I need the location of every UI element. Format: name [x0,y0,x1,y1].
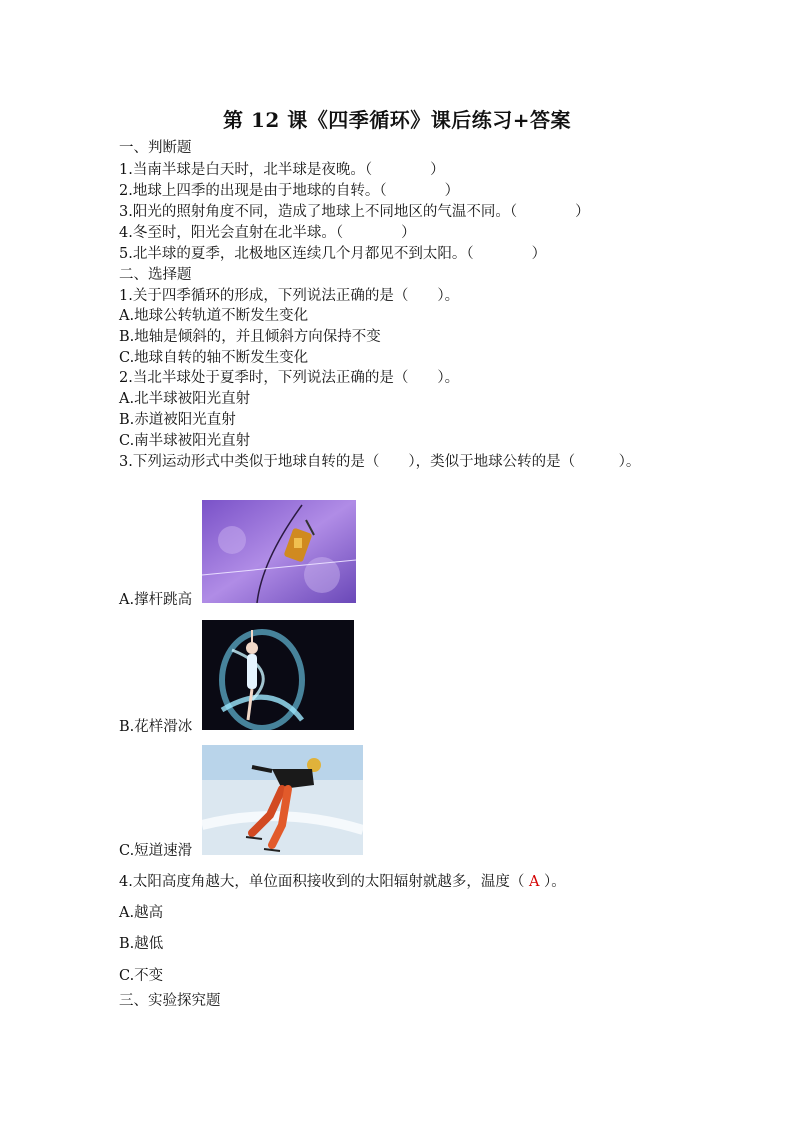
section-heading-judgment: 一、判断题 [119,140,192,156]
section-heading-experiment: 三、实验探究题 [119,993,221,1009]
judgment-item-3: 3.阳光的照射角度不同，造成了地球上不同地区的气温不同。（ ） [119,204,590,220]
choice-q2-option-a: A.北半球被阳光直射 [119,391,251,407]
choice-q2-stem: 2.当北半球处于夏季时，下列说法正确的是（ ）。 [119,370,460,386]
choice-q1-option-c: C.地球自转的轴不断发生变化 [119,350,309,366]
choice-q3-option-b: B.花样滑冰 [119,719,193,735]
choice-q4-stem-after: ）。 [539,874,566,890]
choice-q4-option-b: B.越低 [119,936,164,952]
choice-q4-stem [119,872,566,892]
judgment-item-1: 1.当南半球是白天时，北半球是夜晚。（ ） [119,162,445,178]
page-title: 第 12 课《四季循环》课后练习+答案 [222,108,571,132]
choice-q4-answer: A [528,874,540,890]
speed-skating-photo [202,745,363,855]
choice-q1-option-a: A.地球公转轨道不断发生变化 [119,308,309,324]
figure-skating-photo [202,620,354,730]
choice-q4-stem-before: 4.太阳高度角越大，单位面积接收到的太阳辐射就越多，温度（ [119,874,529,890]
section-heading-choice: 二、选择题 [119,267,192,283]
pole-vault-photo [202,500,356,603]
choice-q1-stem: 1.关于四季循环的形成，下列说法正确的是（ ）。 [119,288,460,304]
choice-q4-option-c: C.不变 [119,968,164,984]
choice-q3-option-c: C.短道速滑 [119,843,193,859]
choice-q2-option-b: B.赤道被阳光直射 [119,412,236,428]
judgment-item-5: 5.北半球的夏季，北极地区连续几个月都见不到太阳。（ ） [119,246,547,262]
choice-q3-stem: 3.下列运动形式中类似于地球自转的是（ ），类似于地球公转的是（ ）。 [119,454,641,470]
choice-q2-option-c: C.南半球被阳光直射 [119,433,251,449]
judgment-item-4: 4.冬至时，阳光会直射在北半球。（ ） [119,225,416,241]
judgment-item-2: 2.地球上四季的出现是由于地球的自转。（ ） [119,183,460,199]
choice-q4-option-a: A.越高 [119,905,164,921]
choice-q1-option-b: B.地轴是倾斜的，并且倾斜方向保持不变 [119,329,381,345]
choice-q3-option-a: A.撑杆跳高 [119,592,193,608]
